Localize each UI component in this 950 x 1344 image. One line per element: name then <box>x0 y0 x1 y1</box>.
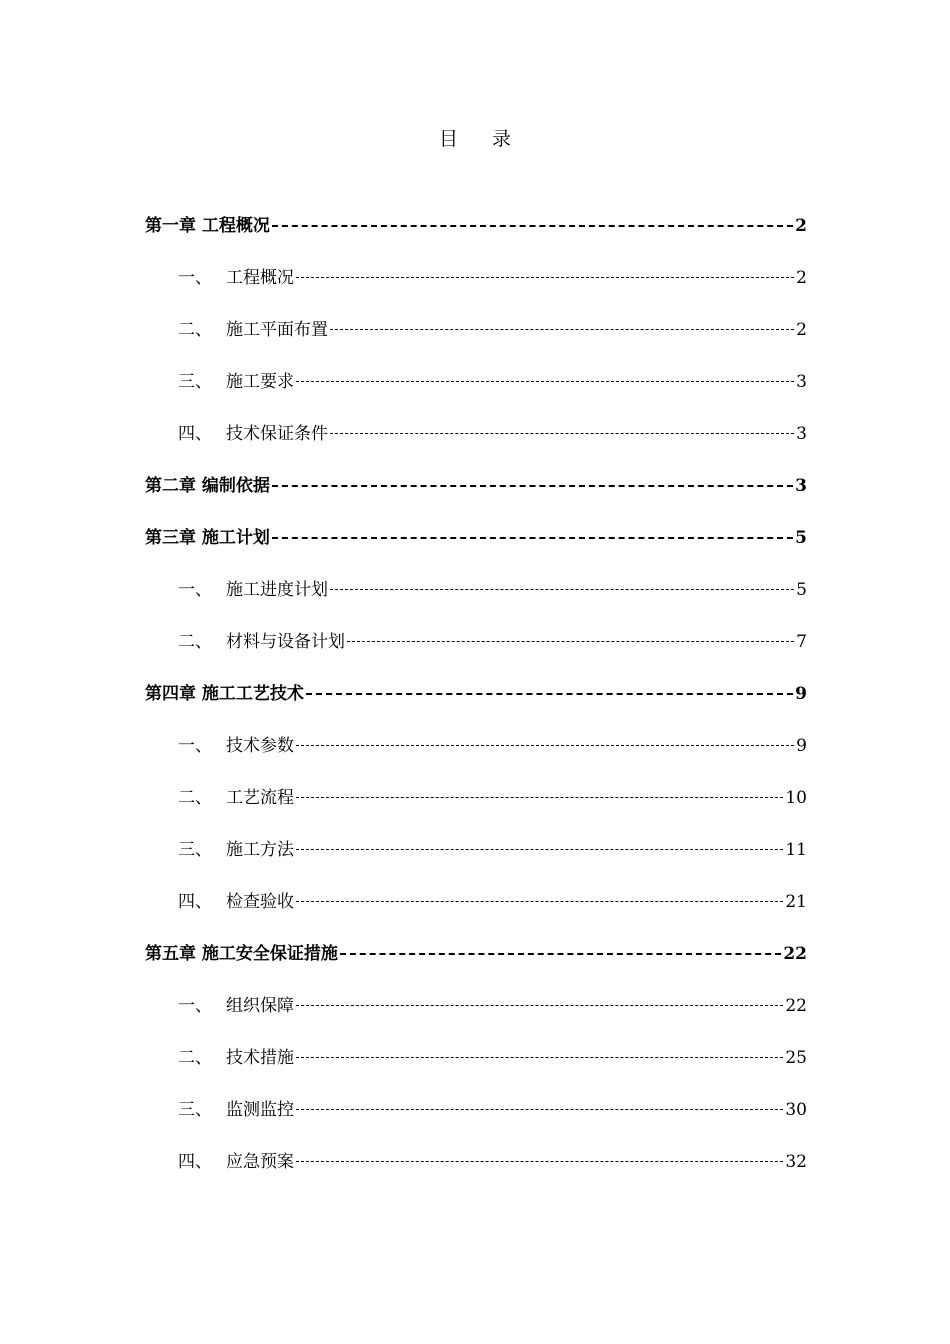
toc-page-number: 30 <box>785 1100 807 1120</box>
toc-page-number: 21 <box>785 892 807 912</box>
toc-leader-line <box>330 589 794 590</box>
toc-page-number: 3 <box>796 424 807 444</box>
toc-leader-line <box>296 1005 783 1006</box>
toc-section-entry <box>0 408 950 460</box>
toc-chapter-entry <box>0 928 950 980</box>
toc-page-number: 25 <box>785 1048 807 1068</box>
toc-leader-line <box>296 1109 783 1110</box>
toc-page-number: 5 <box>796 580 807 600</box>
toc-page-number: 9 <box>796 736 807 756</box>
toc-section-number: 三、 <box>178 1100 212 1120</box>
toc-section-number: 二、 <box>178 632 212 652</box>
toc-page-number: 5 <box>795 528 807 548</box>
toc-section-entry <box>0 980 950 1032</box>
toc-leader-line <box>340 953 781 955</box>
toc-leader-line <box>296 797 783 798</box>
toc-section-entry <box>0 252 950 304</box>
toc-section-number: 二、 <box>178 1048 212 1068</box>
toc-section-number: 三、 <box>178 840 212 860</box>
toc-section-label: 材料与设备计划 <box>226 632 345 652</box>
toc-section-label: 技术措施 <box>226 1048 294 1068</box>
toc-section-label: 工程概况 <box>226 268 294 288</box>
toc-leader-line <box>296 745 794 746</box>
toc-section-entry <box>0 1032 950 1084</box>
toc-page-number: 10 <box>785 788 807 808</box>
toc-leader-line <box>296 381 794 382</box>
toc-section-entry <box>0 304 950 356</box>
toc-section-number: 二、 <box>178 788 212 808</box>
toc-section-label: 施工进度计划 <box>226 580 328 600</box>
toc-leader-line <box>306 693 793 695</box>
toc-section-label: 组织保障 <box>226 996 294 1016</box>
toc-section-number: 四、 <box>178 424 212 444</box>
toc-section-label: 施工要求 <box>226 372 294 392</box>
toc-section-entry <box>0 876 950 928</box>
toc-page-number: 2 <box>796 320 807 340</box>
toc-chapter-entry <box>0 512 950 564</box>
toc-leader-line <box>272 225 793 227</box>
toc-leader-line <box>296 849 783 850</box>
toc-chapter-entry <box>0 460 950 512</box>
toc-title: 目 录 <box>438 128 526 150</box>
toc-section-number: 一、 <box>178 580 212 600</box>
toc-section-entry <box>0 564 950 616</box>
toc-leader-line <box>296 901 783 902</box>
toc-leader-line <box>296 1057 783 1058</box>
toc-section-number: 一、 <box>178 996 212 1016</box>
toc-section-number: 一、 <box>178 268 212 288</box>
toc-page-number: 2 <box>796 268 807 288</box>
toc-leader-line <box>272 537 793 539</box>
toc-page-number: 3 <box>795 476 807 496</box>
toc-chapter-label: 第四章 施工工艺技术 <box>145 684 304 704</box>
toc-section-label: 监测监控 <box>226 1100 294 1120</box>
toc-section-label: 应急预案 <box>226 1152 294 1172</box>
toc-leader-line <box>347 641 794 642</box>
toc-section-number: 四、 <box>178 1152 212 1172</box>
toc-leader-line <box>330 433 794 434</box>
toc-page-number: 32 <box>785 1152 807 1172</box>
toc-section-number: 一、 <box>178 736 212 756</box>
toc-section-label: 施工平面布置 <box>226 320 328 340</box>
toc-leader-line <box>272 485 793 487</box>
toc-page-number: 2 <box>795 216 807 236</box>
toc-leader-line <box>330 329 794 330</box>
toc-chapter-label: 第五章 施工安全保证措施 <box>145 944 338 964</box>
toc-chapter-label: 第二章 编制依据 <box>145 476 270 496</box>
toc-section-entry <box>0 720 950 772</box>
toc-page-number: 22 <box>785 996 807 1016</box>
toc-section-entry <box>0 1084 950 1136</box>
toc-section-entry <box>0 824 950 876</box>
toc-section-entry <box>0 616 950 668</box>
toc-leader-line <box>296 1161 783 1162</box>
toc-section-entry <box>0 772 950 824</box>
toc-section-label: 施工方法 <box>226 840 294 860</box>
toc-section-entry <box>0 1136 950 1188</box>
toc-page-number: 9 <box>795 684 807 704</box>
toc-page-number: 11 <box>785 840 807 860</box>
toc-section-number: 三、 <box>178 372 212 392</box>
toc-section-label: 工艺流程 <box>226 788 294 808</box>
toc-section-label: 技术保证条件 <box>226 424 328 444</box>
toc-section-number: 二、 <box>178 320 212 340</box>
toc-page-number: 22 <box>783 944 807 964</box>
toc-chapter-label: 第三章 施工计划 <box>145 528 270 548</box>
toc-section-number: 四、 <box>178 892 212 912</box>
toc-section-label: 检查验收 <box>226 892 294 912</box>
toc-page-number: 3 <box>796 372 807 392</box>
toc-section-entry <box>0 356 950 408</box>
toc-chapter-entry <box>0 668 950 720</box>
toc-section-label: 技术参数 <box>226 736 294 756</box>
toc-chapter-entry <box>0 200 950 252</box>
toc-chapter-label: 第一章 工程概况 <box>145 216 270 236</box>
toc-page-number: 7 <box>796 632 807 652</box>
toc-leader-line <box>296 277 794 278</box>
